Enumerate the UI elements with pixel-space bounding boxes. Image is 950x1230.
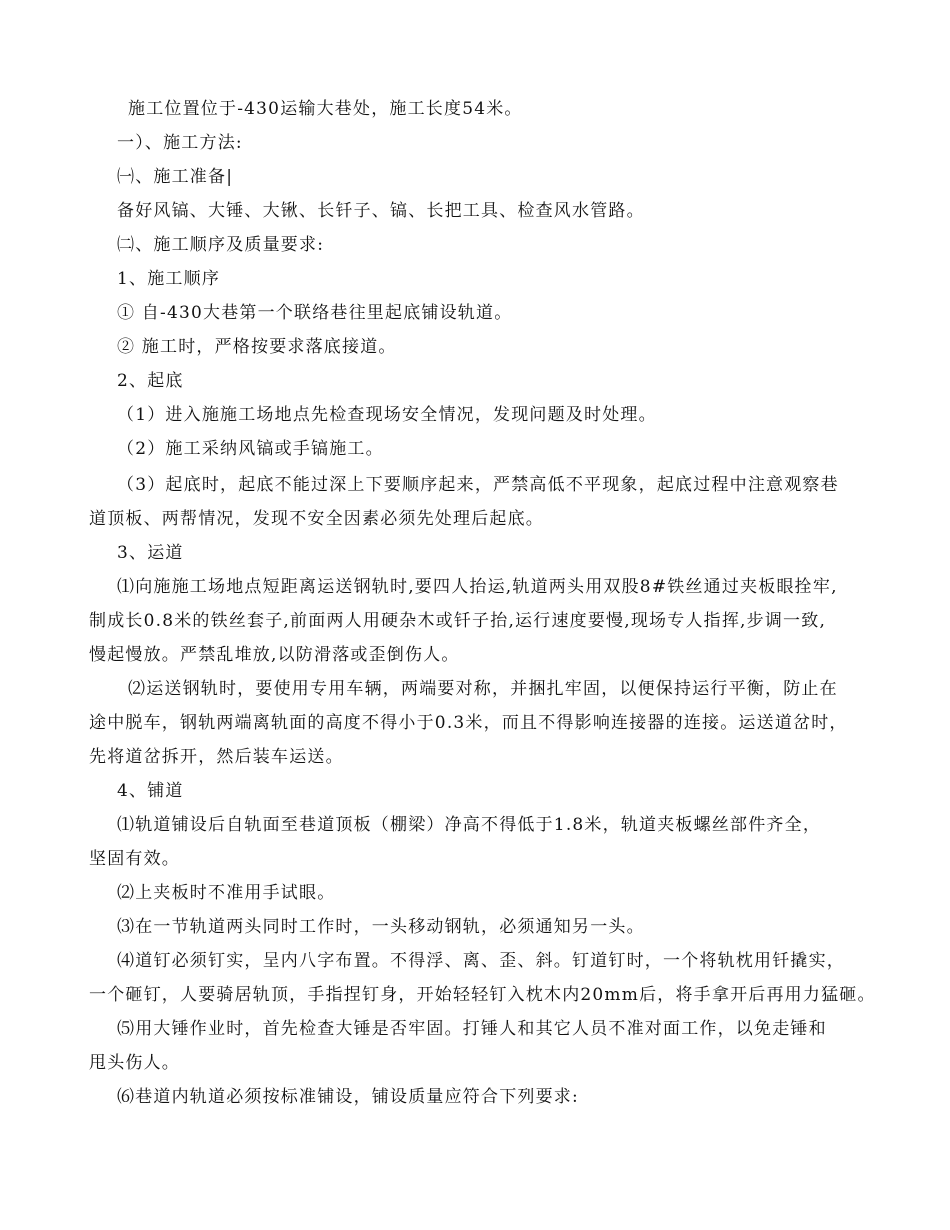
text-line: 慢起慢放。严禁乱堆放,以防滑落或歪倒伤人。 bbox=[89, 645, 460, 665]
item-heading: 2、起底 bbox=[117, 371, 184, 391]
section-heading: 一）、施工方法: bbox=[117, 133, 243, 153]
text-line: ⑸用大锤作业时，首先检查大锤是否牢固。打锤人和其它人员不准对面工作，以免走锤和 bbox=[117, 1019, 827, 1039]
text-line: 甩头伤人。 bbox=[89, 1053, 180, 1073]
subsection-heading: ㈡、施工顺序及质量要求: bbox=[117, 235, 325, 255]
item-heading: 3、运道 bbox=[117, 543, 184, 563]
text-line: （2）施工采纳风镐或手镐施工。 bbox=[117, 439, 384, 459]
text-line: ⑵运送钢轨时，要使用专用车辆，两端要对称，并捆扎牢固，以便保持运行平衡，防止在 bbox=[128, 679, 838, 699]
item-heading: 1、施工顺序 bbox=[117, 269, 221, 289]
subsection-heading: ㈠、施工准备| bbox=[117, 167, 234, 187]
text-line: 途中脱车，钢轨两端离轨面的高度不得小于0.3米，而且不得影响连接器的连接。运送道岔时， bbox=[89, 713, 848, 733]
text-line: 道顶板、两帮情况，发现不安全因素必须先处理后起底。 bbox=[89, 509, 544, 529]
text-line: 备好风镐、大锤、大锹、长钎子、镐、长把工具、检查风水管路。 bbox=[117, 201, 645, 221]
text-line: ⑴向施施工场地点短距离运送钢轨时,要四人抬运,轨道两头用双股8#铁丝通过夹板眼拴牢, bbox=[117, 577, 838, 597]
item-heading: 4、铺道 bbox=[117, 781, 184, 801]
text-line: ⑷道钉必须钉实，呈内八字布置。不得浮、离、歪、斜。钉道钉时，一个将轨枕用钎撬实， bbox=[117, 951, 845, 971]
text-line: ② 施工时，严格按要求落底接道。 bbox=[117, 337, 397, 357]
text-line: 制成长0.8米的铁丝套子,前面两人用硬杂木或钎子抬,运行速度要慢,现场专人指挥,步调一致, bbox=[89, 611, 827, 631]
text-line: 坚固有效。 bbox=[89, 849, 180, 869]
text-line: 施工位置位于-430运输大巷处，施工长度54米。 bbox=[128, 99, 523, 119]
text-line: 先将道岔拆开，然后装车运送。 bbox=[89, 747, 344, 767]
text-line: ⑵上夹板时不准用手试眼。 bbox=[117, 883, 336, 903]
text-line: ⑹巷道内轨道必须按标准铺设，铺设质量应符合下列要求: bbox=[117, 1087, 579, 1107]
text-line: ⑶在一节轨道两头同时工作时，一头移动钢轨，必须通知另一头。 bbox=[117, 917, 645, 937]
text-line: ⑴轨道铺设后自轨面至巷道顶板（棚梁）净高不得低于1.8米，轨道夹板螺丝部件齐全， bbox=[117, 815, 822, 835]
text-line: （1）进入施施工场地点先检查现场安全情况，发现问题及时处理。 bbox=[117, 405, 657, 425]
text-line: 一个砸钉，人要骑居轨顶，手指捏钉身，开始轻轻钉入枕木内20mm后，将手拿开后再用力猛砸。 bbox=[89, 985, 876, 1005]
text-line: （3）起底时，起底不能过深上下要顺序起来，严禁高低不平现象，起底过程中注意观察巷 bbox=[117, 475, 839, 495]
text-line: ① 自-430大巷第一个联络巷往里起底铺设轨道。 bbox=[117, 303, 513, 323]
